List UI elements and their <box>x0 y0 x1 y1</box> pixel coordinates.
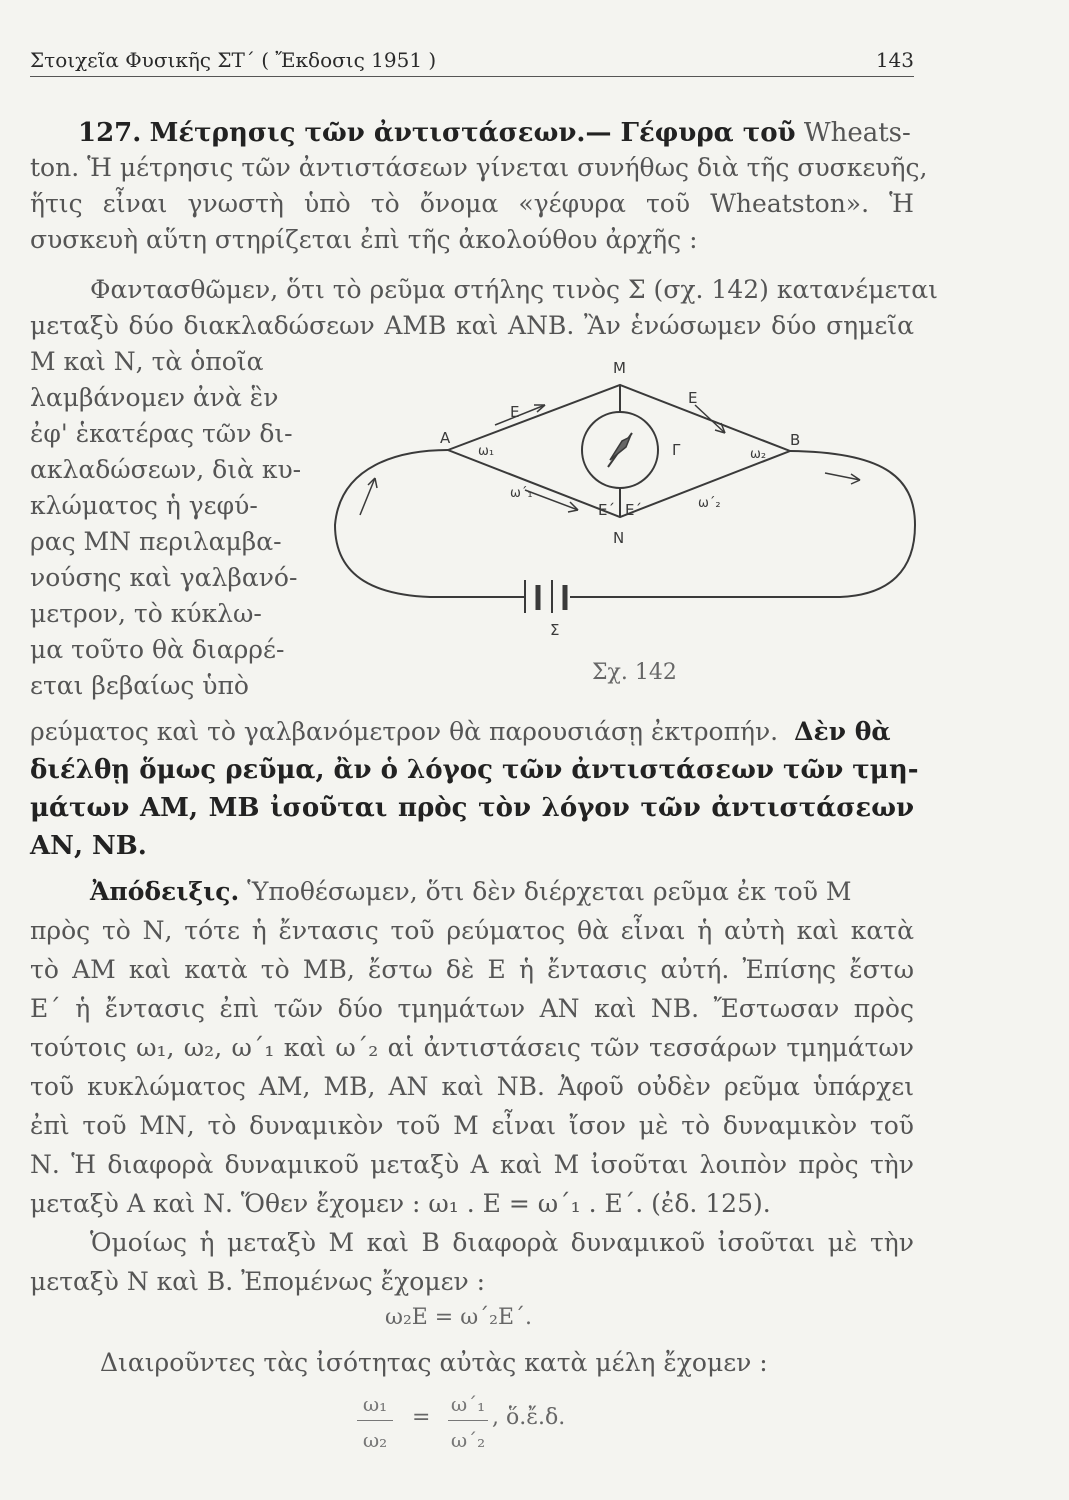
text-line: μεταξὺ δύο διακλαδώσεων ΑΜΒ καὶ ΑΝΒ. Ἂν ἑνώσωμεν δύο σημεῖα <box>30 311 914 340</box>
label-a: A <box>440 429 451 447</box>
fraction-bar <box>448 1420 488 1421</box>
text-line: τὸ ΑΜ καὶ κατὰ τὸ ΜΒ, ἔστω δὲ Ε ἡ ἔντασις αὐτή. Ἐπίσης ἔστω <box>30 955 914 984</box>
text-line: πρὸς τὸ Ν, τότε ἡ ἔντασις τοῦ ρεύματος θὰ εἶναι ἡ αὐτὴ καὶ κατὰ <box>30 916 914 945</box>
text-line: ἐπὶ τοῦ ΜΝ, τὸ δυναμικὸν τοῦ Μ εἶναι ἴσον μὲ τὸ δυναμικὸν τοῦ <box>30 1111 914 1140</box>
label-omega2: ω₂ <box>750 447 767 462</box>
text-line: μεταξὺ Ν καὶ Β. Ἐπομένως ἔχομεν : <box>30 1267 486 1296</box>
arrow-icon <box>525 490 578 510</box>
equals-sign: = <box>412 1405 431 1430</box>
text-line: Ν. Ἡ διαφορὰ δυναμικοῦ μεταξὺ Α καὶ Μ ἰσοῦται λοιπὸν πρὸς τὴν <box>30 1150 914 1179</box>
equation: ω₂Ε = ω΄₂Ε΄. <box>385 1305 533 1330</box>
theorem-line: μάτων ΑΜ, ΜΒ ἰσοῦται πρὸς τὸν λόγον τῶν ἀντιστάσεων <box>30 793 914 823</box>
text-line: ρας ΜΝ περιλαμβα- <box>30 527 282 556</box>
theorem-line: διέλθῃ ὅμως ρεῦμα, ἂν ὁ λόγος τῶν ἀντιστάσεων τῶν τμη- <box>30 755 919 785</box>
text-line: λαμβάνομεν ἀνὰ ἓν <box>30 383 279 412</box>
arrow-icon <box>360 478 375 515</box>
proof-label: Ἀπόδειξις. <box>90 877 240 906</box>
qed-text: , ὅ.ἔ.δ. <box>492 1405 566 1430</box>
numerator: ω΄₁ <box>450 1392 486 1416</box>
text-line: Φαντασθῶμεν, ὅτι τὸ ρεῦμα στήλης τινὸς Σ (σχ. 142) κατανέμεται <box>90 275 938 304</box>
text-line: Ε΄ ἡ ἔντασις ἐπὶ τῶν δύο τμημάτων ΑΝ καὶ ΝΒ. Ἔστωσαν πρὸς <box>30 994 914 1023</box>
text-line <box>30 717 891 747</box>
running-header <box>30 46 914 77</box>
label-omega1-prime: ω΄₁ <box>510 486 533 501</box>
label-omega1: ω₁ <box>478 444 495 459</box>
figure-caption: Σχ. 142 <box>592 660 677 685</box>
section-number: 127. <box>78 118 142 148</box>
section-heading <box>78 118 914 148</box>
book-title: Στοιχεῖα Φυσικῆς ΣΤ΄ ( Ἔκδοσις 1951 ) <box>30 48 437 72</box>
text-line: εται βεβαίως ὑπὸ <box>30 671 249 700</box>
arrow-icon <box>695 405 725 433</box>
text-line: κλώματος ἡ γεφύ- <box>30 491 258 520</box>
label-sigma: Σ <box>550 621 560 639</box>
text-line: ton. Ἡ μέτρησις τῶν ἀντιστάσεων γίνεται συνήθως διὰ τῆς συσκευῆς, <box>30 153 928 182</box>
text-line: συσκευὴ αὕτη στηρίζεται ἐπὶ τῆς ἀκολούθου ἀρχῆς : <box>30 225 698 254</box>
label-m: M <box>613 359 626 377</box>
label-e-prime-left: E΄ <box>598 501 615 519</box>
text-line: τούτοις ω₁, ω₂, ω΄₁ καὶ ω΄₂ αἱ ἀντιστάσεις τῶν τεσσάρων τμημάτων <box>30 1033 914 1062</box>
text-line <box>90 877 851 907</box>
text-line: μετρον, τὸ κύκλω- <box>30 599 262 628</box>
fraction-bar <box>357 1420 393 1421</box>
page-number: 143 <box>875 48 914 72</box>
wheatstone-bridge-diagram <box>320 355 920 695</box>
text-line: μεταξὺ Α καὶ Ν. Ὅθεν ἔχομεν : ω₁ . Ε = ω΄₁ . Ε΄. (ἐδ. 125). <box>30 1189 771 1218</box>
theorem-start: Δὲν θὰ <box>794 717 891 746</box>
section-title-tail: Wheats- <box>803 118 911 148</box>
text-span: ρεύματος καὶ τὸ γαλβανόμετρον θὰ παρουσιάσῃ ἐκτροπήν. <box>30 717 779 746</box>
section-title: Μέτρησις τῶν ἀντιστάσεων.— Γέφυρα τοῦ <box>149 118 796 148</box>
label-n: N <box>613 529 625 547</box>
text-line: τοῦ κυκλώματος ΑΜ, ΜΒ, ΑΝ καὶ ΝΒ. Ἀφοῦ οὐδὲν ρεῦμα ὑπάρχει <box>30 1072 914 1101</box>
label-b: B <box>790 431 801 449</box>
label-e-prime-right: E΄ <box>625 501 642 519</box>
text-line: ἐφ' ἑκατέρας τῶν δι- <box>30 419 293 448</box>
text-line: ακλαδώσεων, διὰ κυ- <box>30 455 302 484</box>
text-span: Ὑποθέσωμεν, ὅτι δὲν διέρχεται ρεῦμα ἐκ τοῦ Μ <box>247 877 852 906</box>
text-line: Ὁμοίως ἡ μεταξὺ Μ καὶ Β διαφορὰ δυναμικοῦ ἰσοῦται μὲ τὴν <box>90 1228 914 1257</box>
denominator: ω΄₂ <box>450 1428 486 1452</box>
text-line: νούσης καὶ γαλβανό- <box>30 563 298 592</box>
numerator: ω₁ <box>362 1392 388 1416</box>
text-line: μα τοῦτο θὰ διαρρέ- <box>30 635 285 664</box>
label-gamma: Γ <box>672 441 681 459</box>
text-line: ἥτις εἶναι γνωστὴ ὑπὸ τὸ ὄνομα «γέφυρα τοῦ Wheatston». Ἡ <box>30 189 914 218</box>
text-line: Διαιροῦντες τὰς ἰσότητας αὐτὰς κατὰ μέλη ἔχομεν : <box>100 1348 768 1377</box>
label-e-right: E <box>688 389 698 407</box>
label-e-left: E <box>510 403 520 421</box>
text-line: Μ καὶ Ν, τὰ ὁποῖα <box>30 347 264 376</box>
denominator: ω₂ <box>362 1428 388 1452</box>
theorem-line: ΑΝ, ΝΒ. <box>30 831 147 861</box>
outer-wire-left <box>335 450 525 597</box>
label-omega2-prime: ω΄₂ <box>698 496 721 511</box>
